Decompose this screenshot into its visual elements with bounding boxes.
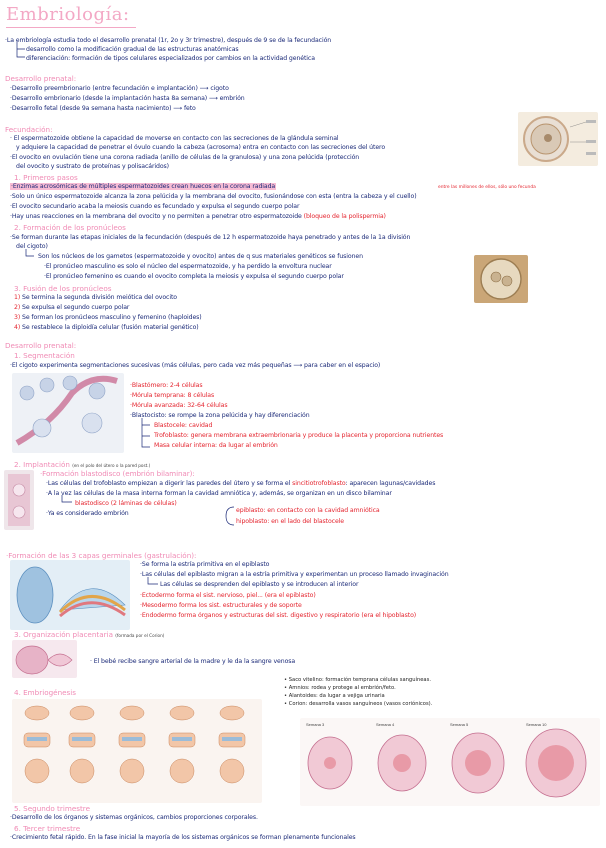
embriogenesis-figure <box>12 699 262 803</box>
fec-s2c: ·El pronúcleo masculino es solo el núcleo del espermatozoide, y ha perdido la envoltura nuclear <box>44 263 332 270</box>
fig-label-3: Semana 5 <box>450 722 469 727</box>
fec-s1d: ·Hay unas reacciones en la membrana del ovocito y no permiten a penetrar otro espermatozoide (bloqueo de la polispermia) <box>10 213 386 220</box>
prenatal-line-3: ·Desarrollo fetal (desde 9a semana hasta nacimiento) ⟶ feto <box>10 105 196 112</box>
fec-line-3: ·El ovocito en ovulación tiene una corona radiada (anillo de células de la granulosa) y una zona pelúcida (protección <box>10 154 360 161</box>
gast-2: ·Las células del epiblasto migran a la estría primitiva y experimentan un proceso llamado invaginación <box>140 571 449 578</box>
membrane-item-4: • Corion: desarrolla vasos sanguíneos (vasos coriónicos). <box>284 701 433 707</box>
fec-s3d: 4) Se restablece la diploidía celular (fusión material genético) <box>14 324 199 331</box>
impl-4: ·Ya es considerado embrión <box>46 510 129 517</box>
fig-label-4: Semana 10 <box>526 722 547 727</box>
prenatal-line-2: ·Desarrollo embrionario (desde la implantación hasta 8a semana) ⟶ embrión <box>10 95 245 102</box>
membranes-list <box>284 676 432 708</box>
masa-celular: Masa celular interna: da lugar al embrión <box>154 442 278 449</box>
fec-line-4: del ovocito y sustrato de proteínas y polisacáridos) <box>16 163 169 170</box>
fec-s3c: 3) Se forman los pronúcleos masculino y femenino (haploides) <box>14 314 202 321</box>
gast-3: Las células se desprenden del epiblasto y se introducen al interior <box>160 581 359 588</box>
fec-s1a: ·Enzimas acrosómicas de múltiples espermatozoides crean huecos en la corona radiada <box>11 183 276 190</box>
implantacion-heading: 2. Implantación (en el polo del útero o la pared post.) <box>14 460 151 469</box>
blastocisto-branches <box>140 418 152 454</box>
tercer-trimestre-line: ·Crecimiento fetal rápido. En la fase inicial la mayoría de los sistemas orgánicos se forman plenamente funcionales <box>10 834 356 841</box>
fec-line-2: y adquiere la capacidad de penetrar el óvulo cuando la cabeza (acrosoma) entra en contacto con las secreciones del útero <box>16 144 386 151</box>
segmentation-figure <box>12 373 124 453</box>
tercer-trimestre-heading: 6. Tercer trimestre <box>14 824 81 833</box>
gast-3-arrow <box>146 577 160 587</box>
preembrionario-heading: Desarrollo prenatal: <box>5 341 77 350</box>
embriogenesis-heading: 4. Embriogénesis <box>14 688 77 697</box>
intro-line-2: desarrollo como la modificación gradual de las estructuras anatómicas <box>26 46 239 53</box>
impl-2: ·A la vez las células de la masa interna forman la cavidad amniótica y, además, se organizan en un disco bilaminar <box>46 490 392 497</box>
membrane-item-1: • Saco vitelino: formación temprana células sanguíneas. <box>284 677 431 683</box>
blastocisto: ·Blastocisto: se rompe la zona pelúcida y hay diferenciación <box>130 412 310 419</box>
embrion-bracket <box>222 507 236 525</box>
fec-s2b-arrow <box>24 249 36 259</box>
fec-s3a: 1) Se termina la segunda división meiótica del ovocito <box>14 294 177 301</box>
fig-label-2: Semana 4 <box>376 722 395 727</box>
segundo-trimestre-line: ·Desarrollo de los órganos y sistemas orgánicos, cambios proporciones corporales. <box>10 814 258 821</box>
gast-4: ·Ectodermo forma el sist. nervioso, piel... (era el epiblasto) <box>140 592 316 599</box>
fec-s2a2: del cigoto) <box>16 243 48 250</box>
pronuclei-image <box>474 255 528 303</box>
intro-line-3: diferenciación: formación de tipos celulares especializados por cambios en la actividad genética <box>26 55 315 62</box>
page-title: Embriología: <box>6 4 130 25</box>
fec-sub-2-heading: 2. Formación de los pronúcleos <box>14 223 126 232</box>
fec-sub-1-heading: 1. Primeros pasos <box>14 173 78 182</box>
intro-line-1: ·La embriología estudia todo el desarrollo prenatal (1r, 2o y 3r trimestre), después de 9 se de la fecundación <box>5 37 332 44</box>
gast-1: ·Se forma la estría primitiva en el epiblasto <box>140 561 270 568</box>
fec-sub-3-heading: 3. Fusión de los pronúcleos <box>14 284 112 293</box>
morula-avanzada: ·Mórula avanzada: 32-64 células <box>130 402 228 409</box>
placenta-image <box>12 640 77 678</box>
impl-3: blastodisco (2 láminas de células) <box>75 500 177 507</box>
title-underline <box>6 27 136 28</box>
gast-6: ·Endodermo forma órganos y estructuras del sist. digestivo y respiratorio (era el hipoblasto) <box>140 612 417 619</box>
fec-s2a: ·Se forman durante las etapas iniciales de la fecundación (después de 12 h espermatozoide haya penetrado y antes de la 1a división <box>10 234 411 241</box>
hipoblasto: hipoblasto: en el lado del blastocele <box>236 518 344 525</box>
oocyte-image <box>518 112 598 166</box>
gastrulation-figure <box>10 560 130 630</box>
membrane-item-3: • Alantoides: da lugar a vejiga urinaria <box>284 693 385 699</box>
fec-s3b: 2) Se expulsa el segundo cuerpo polar <box>14 304 130 311</box>
implantation-image <box>4 470 34 530</box>
blastocele: Blastocele: cavidad <box>154 422 213 429</box>
fig-label-1: Semana 3 <box>306 722 325 727</box>
segundo-trimestre-heading: 5. Segundo trimestre <box>14 804 91 813</box>
prenatal-line-1: ·Desarrollo preembrionario (entre fecundación e implantación) ⟶ cigoto <box>10 85 229 92</box>
fec-s2b: Son los núcleos de los gametos (espermatozoide y ovocito) antes de q sus materiales genéticos se fusionen <box>38 253 363 260</box>
placenta-line: · El bebé recibe sangre arterial de la madre y le da la sangre venosa <box>90 658 296 665</box>
fec-s1b: ·Solo un único espermatozoide alcanza la zona pelúcida y la membrana del ovocito, fusionándose con esta (entra la cabeza y el cuello) <box>10 193 417 200</box>
epiblasto: epiblasto: en contacto con la cavidad amniótica <box>236 507 380 514</box>
fec-s1a-note: entre las millones de ellos, sólo uno fecunda <box>438 185 536 190</box>
fec-line-1: · El espermatozoide obtiene la capacidad de moverse en contacto con las secreciones de la glándula seminal <box>10 135 339 142</box>
fec-s2d: ·El pronúcleo femenino es cuando el ovocito completa la meiosis y expulsa el segundo cuerpo polar <box>44 273 344 280</box>
seg-line-1: ·El cigoto experimenta segmentaciones sucesivas (más células, pero cada vez más pequeñas ⟶ para caber en el espacio) <box>10 362 381 369</box>
impl-3-arrow <box>60 495 74 505</box>
fetal-development-figure <box>300 718 600 806</box>
morula-temprana: ·Mórula temprana: 8 células <box>130 392 215 399</box>
prenatal-heading: Desarrollo prenatal: <box>5 74 77 83</box>
gast-5: ·Mesodermo forma los sist. estructurales y de soporte <box>140 602 302 609</box>
placenta-heading: 3. Organización placentaria (formada por el Corion) <box>14 630 165 639</box>
fecundacion-heading: Fecundación: <box>5 125 53 134</box>
intro-arrows <box>15 42 27 62</box>
trofoblasto: Trofoblasto: genera membrana extraembrionaria y produce la placenta y proporciona nutrientes <box>154 432 444 439</box>
blastomero: ·Blastómero: 2-4 células <box>130 382 203 389</box>
impl-1: ·Las células del trofoblasto empiezan a digerir las paredes del útero y se forma el sincitiotrofoblasto: aparecen lagunas/cavidades <box>46 480 436 487</box>
implantacion-sub: ·Formación blastodisco (embrión bilaminar): <box>40 469 195 478</box>
membrane-item-2: • Amnios: rodea y protege al embrión/feto. <box>284 685 396 691</box>
segmentacion-heading: 1. Segmentación <box>14 351 75 360</box>
fec-s1c: ·El ovocito secundario acaba la meiosis cuando es fecundado y expulsa el segundo cuerpo polar <box>10 203 300 210</box>
gastrulacion-heading: ·Formación de las 3 capas germinales (gastrulación): <box>6 551 197 560</box>
